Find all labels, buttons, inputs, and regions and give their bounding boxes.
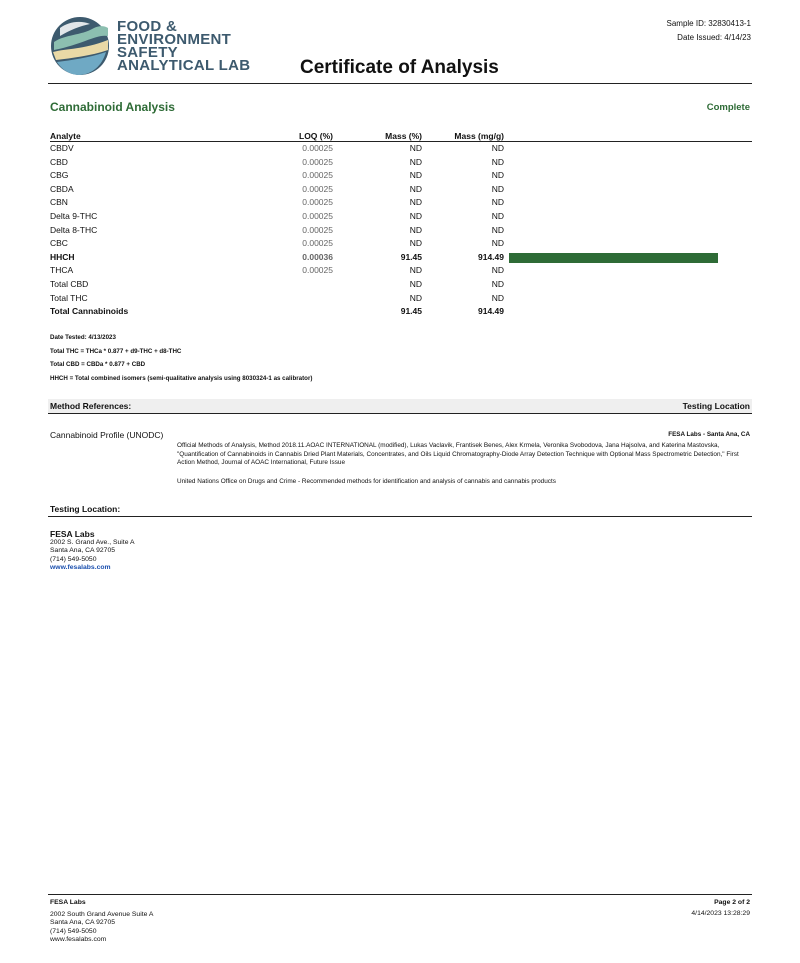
mass-mg-cell: ND <box>491 183 504 194</box>
analyte-cell: CBG <box>50 170 69 181</box>
analyte-cell: CBN <box>50 197 68 208</box>
mass-mg-cell: ND <box>491 170 504 181</box>
address-name: FESA Labs <box>50 529 95 539</box>
table-row <box>50 278 752 292</box>
mass-mg-cell: ND <box>491 197 504 208</box>
header-meta <box>667 17 752 45</box>
testing-location-header <box>48 502 752 517</box>
lab-name <box>117 20 250 72</box>
testing-location-address <box>50 530 135 573</box>
column-header-loq: LOQ (%) <box>299 131 333 141</box>
page-title: Certificate of Analysis <box>300 57 499 78</box>
analyte-cell: HHCH <box>50 251 75 262</box>
mass-mg-cell: ND <box>491 292 504 303</box>
lab-logo <box>50 14 110 78</box>
column-header-mass-pct: Mass (%) <box>385 131 422 141</box>
mass-pct-cell: ND <box>409 183 422 194</box>
address-city: Santa Ana, CA 92705 <box>50 547 116 555</box>
mass-mg-cell: ND <box>491 224 504 235</box>
loq-cell: 0.00025 <box>302 183 333 194</box>
mass-mg-cell: ND <box>491 278 504 289</box>
date-issued: Date Issued: 4/14/23 <box>677 33 751 42</box>
loq-cell: 0.00025 <box>302 156 333 167</box>
loq-cell: 0.00025 <box>302 210 333 221</box>
mass-pct-cell: ND <box>409 143 422 153</box>
column-header-mass-mg: Mass (mg/g) <box>454 131 504 141</box>
lab-name-line: ENVIRONMENT <box>117 31 232 48</box>
loq-cell: 0.00036 <box>302 251 333 262</box>
page-number: Page 2 of 2 <box>714 899 750 906</box>
analyte-cell: Total CBD <box>50 278 89 289</box>
address-street: 2002 S. Grand Ave., Suite A <box>50 538 135 546</box>
table-row <box>50 183 752 197</box>
table-row <box>50 142 752 156</box>
table-row <box>50 251 752 265</box>
note-total-thc: Total THC = THCa * 0.877 + d9-THC + d8-THC <box>50 347 182 355</box>
analyte-cell: CBC <box>50 238 68 249</box>
method-name: Cannabinoid Profile (UNODC) <box>50 430 164 440</box>
loq-cell: 0.00025 <box>302 170 333 181</box>
mass-pct-cell: ND <box>409 292 422 303</box>
table-row <box>50 210 752 224</box>
analyte-cell: Delta 9-THC <box>50 210 98 221</box>
mass-pct-cell: 91.45 <box>400 251 422 262</box>
lab-logo-icon <box>50 14 110 78</box>
mass-mg-cell: 914.49 <box>478 251 504 262</box>
table-row <box>50 237 752 251</box>
table-header <box>50 130 752 142</box>
status-badge: Complete <box>706 102 750 113</box>
loq-cell: 0.00025 <box>302 143 333 153</box>
mass-pct-cell: ND <box>409 156 422 167</box>
table-body <box>50 142 752 319</box>
loq-cell: 0.00025 <box>302 224 333 235</box>
analyte-cell: Delta 8-THC <box>50 224 98 235</box>
footer-address <box>50 899 153 945</box>
mass-pct-cell: ND <box>409 278 422 289</box>
mass-pct-cell: ND <box>409 170 422 181</box>
mass-mg-cell: ND <box>491 156 504 167</box>
method-references-header <box>48 399 752 414</box>
analyte-cell: CBDA <box>50 183 74 194</box>
note-date-tested: Date Tested: 4/13/2023 <box>50 334 116 341</box>
loq-cell: 0.00025 <box>302 238 333 249</box>
footer-street: 2002 South Grand Avenue Suite A <box>50 910 154 918</box>
footer-meta <box>691 899 750 918</box>
mass-pct-cell: 91.45 <box>400 306 422 317</box>
footer-website: www.fesalabs.com <box>50 936 107 943</box>
sample-id: Sample ID: 32830413-1 <box>666 19 751 28</box>
footer-name: FESA Labs <box>50 899 86 906</box>
mass-pct-cell: ND <box>409 265 422 276</box>
footer-divider <box>48 894 752 895</box>
address-phone: (714) 549-5050 <box>50 555 97 563</box>
table-row <box>50 169 752 183</box>
mass-mg-cell: ND <box>491 265 504 276</box>
analyte-cell: Total THC <box>50 292 88 303</box>
header-divider <box>48 83 752 84</box>
mass-bar <box>509 253 718 263</box>
footer-timestamp: 4/14/2023 13:28:29 <box>691 909 750 917</box>
mass-pct-cell: ND <box>409 210 422 221</box>
table-row <box>50 305 752 319</box>
method-reference: United Nations Office on Drugs and Crime - Recommended methods for identification and analysis of cannabis and cannabis products <box>177 478 556 485</box>
mass-mg-cell: ND <box>491 143 504 153</box>
section-title: Cannabinoid Analysis <box>50 100 175 114</box>
loq-cell: 0.00025 <box>302 265 333 276</box>
analyte-cell: THCA <box>50 265 74 276</box>
note-hhch: HHCH = Total combined isomers (semi-qualitative analysis using 8030324-1 as calibrator) <box>50 374 313 382</box>
analyte-cell: Total Cannabinoids <box>50 306 129 317</box>
mass-pct-cell: ND <box>409 197 422 208</box>
note-total-cbd: Total CBD = CBDa * 0.877 + CBD <box>50 361 146 369</box>
analyte-cell: CBDV <box>50 143 74 153</box>
notes <box>50 334 312 388</box>
loq-cell: 0.00025 <box>302 197 333 208</box>
method-references-label: Method References: <box>50 401 132 411</box>
table-row <box>50 264 752 278</box>
mass-mg-cell: 914.49 <box>478 306 504 317</box>
mass-mg-cell: ND <box>491 238 504 249</box>
footer-city: Santa Ana, CA 92705 <box>50 919 116 926</box>
mass-pct-cell: ND <box>409 238 422 249</box>
testing-location-title: Testing Location: <box>50 504 121 514</box>
table-row <box>50 224 752 238</box>
lab-name-line: ANALYTICAL LAB <box>117 57 251 74</box>
method-reference: Official Methods of Analysis, Method 2018.11.AOAC INTERNATIONAL (modified), Lukas Vaclavik, Frantisek Benes, Alex Krmela, Veronika Svobodova, Jana Hajsolva, and Katerina Mastovska, "Quantification of Cannabinoids in Cannabis Dried Plant Materials, Concentrates, and Oils Liquid Chromatography-Diode Array Detection Technique with Optional Mass Spectrometric Detection," First Action Method, Journal of AOAC International, Future Issue <box>177 442 739 466</box>
column-header-analyte: Analyte <box>50 131 81 141</box>
table-row <box>50 196 752 210</box>
analyte-cell: CBD <box>50 156 68 167</box>
lab-name-line: FOOD & <box>117 18 178 35</box>
footer-phone: (714) 549-5050 <box>50 927 97 935</box>
mass-mg-cell: ND <box>491 210 504 221</box>
mass-pct-cell: ND <box>409 224 422 235</box>
results-table <box>50 130 752 319</box>
method-lab: FESA Labs - Santa Ana, CA <box>668 431 750 438</box>
table-row <box>50 156 752 170</box>
table-row <box>50 292 752 306</box>
address-website-link[interactable]: www.fesalabs.com <box>50 564 111 572</box>
lab-name-line: SAFETY <box>117 44 178 61</box>
testing-location-label: Testing Location <box>682 401 750 411</box>
